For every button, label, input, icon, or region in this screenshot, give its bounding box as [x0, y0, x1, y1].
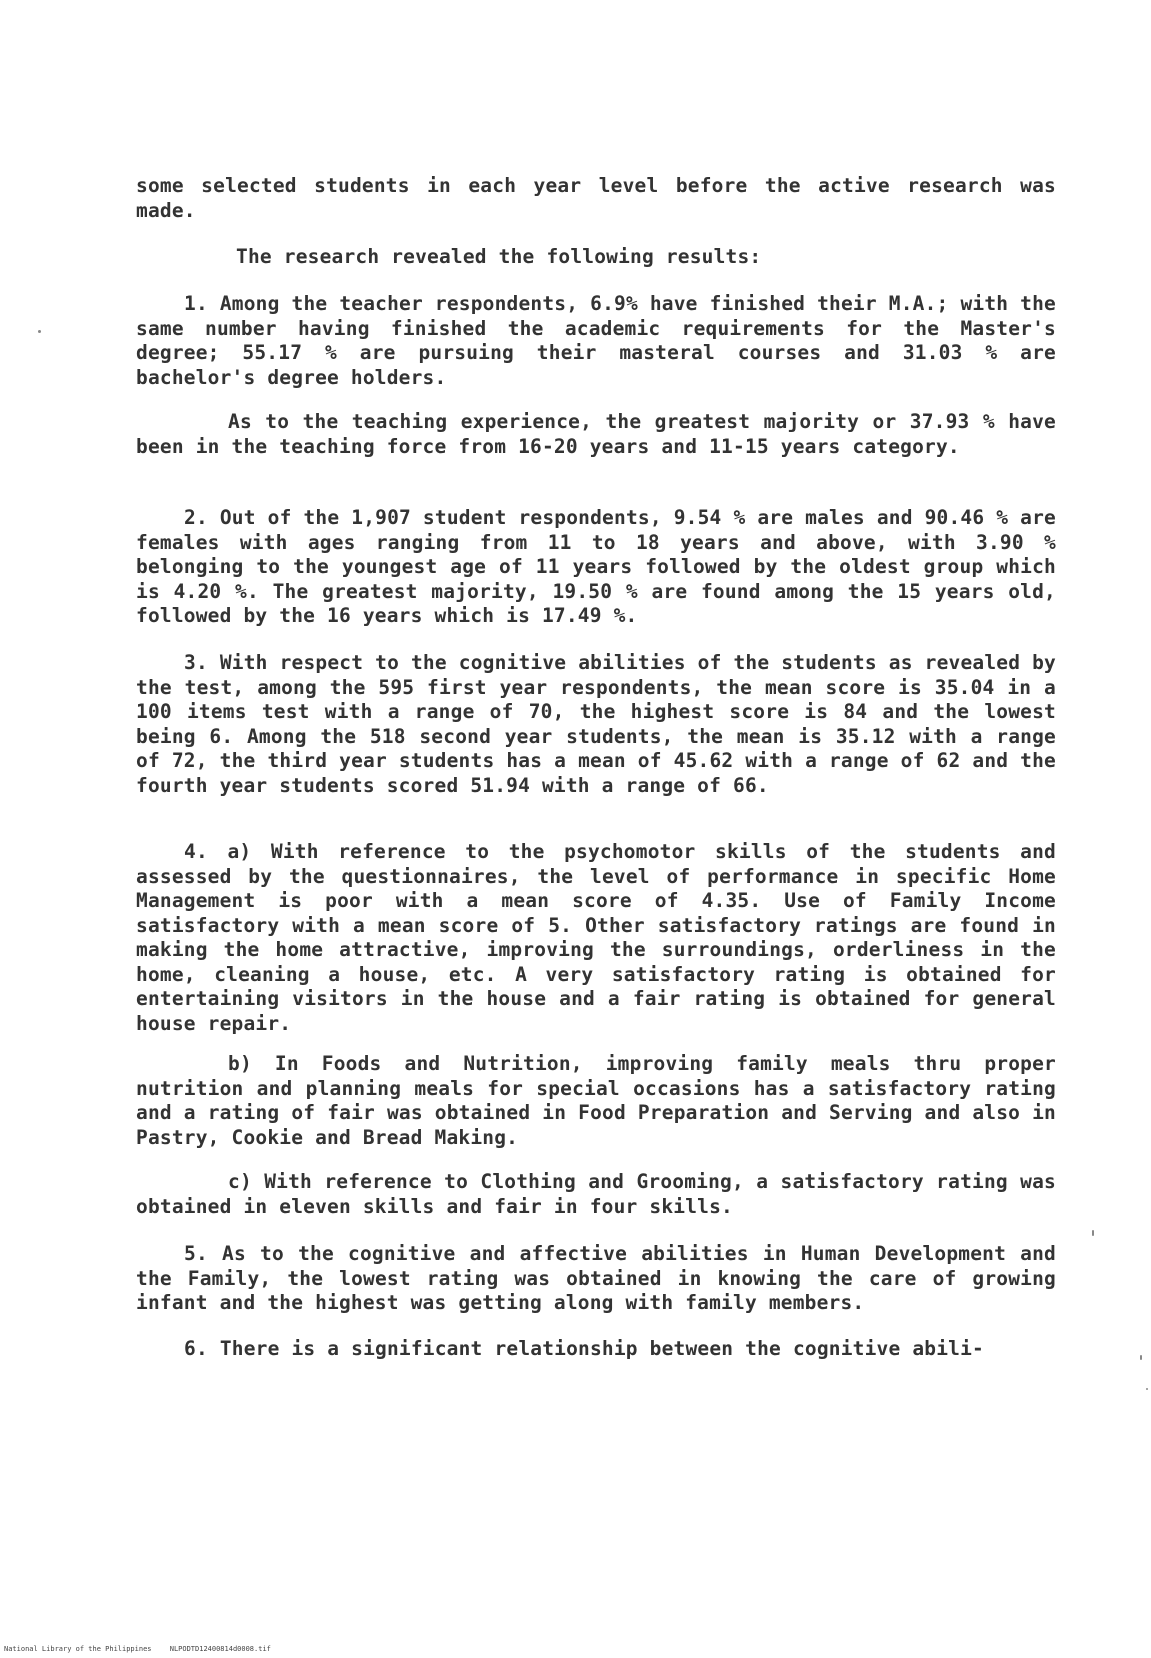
paragraph-intro-continuation: some selected students in each year level before the active research was made. — [136, 174, 1056, 222]
footer-library: National Library of the Philippines — [4, 1645, 152, 1653]
footer-file-id: NLPODTD12400814d0008.tif — [169, 1645, 271, 1653]
finding-4b-foods-nutrition: b) In Foods and Nutrition, improving family meals thru proper nutrition and planning meals for special occasions has a satisfactory rating and a rating of fair was obtained in Food Preparation and Serving and also in Pastry, Cookie and Bread Making. — [136, 1052, 1056, 1149]
finding-6-relationship: 6. There is a significant relationship between the cognitive abili- — [184, 1337, 984, 1360]
finding-5-human-development: 5. As to the cognitive and affective abilities in Human Development and the Family, the lowest rating was obtained in knowing the care of growing infant and the highest was getting along with family members. — [136, 1242, 1056, 1314]
finding-1-teacher-education: 1. Among the teacher respondents, 6.9% have finished their M.A.; with the same number having finished the academic requirements for the Master's degree; 55.17 % are pursuing their masteral courses and 31.03 % are bachelor's degree holders. — [136, 292, 1056, 389]
scan-speck — [1146, 1388, 1148, 1390]
scan-speck — [1140, 1355, 1142, 1360]
finding-2-student-respondents: 2. Out of the 1,907 student respondents, 9.54 % are males and 90.46 % are females with ages ranging from 11 to 18 years and above, with 3.90 % belonging to the youngest age of 11 years followed by the oldest group which is 4.20 %. The greatest majority, 19.50 % are found among the 15 years old, followed by the 16 years which is 17.49 %. — [136, 506, 1056, 627]
paragraph-results-heading: The research revealed the following results: — [236, 245, 762, 268]
finding-1-teaching-experience: As to the teaching experience, the greatest majority or 37.93 % have been in the teaching force from 16-20 years and 11-15 years category. — [136, 410, 1056, 458]
finding-4c-clothing-grooming: c) With reference to Clothing and Grooming, a satisfactory rating was obtained in eleven skills and fair in four skills. — [136, 1170, 1056, 1218]
scan-speck — [1092, 1230, 1094, 1236]
scan-footer — [4, 1645, 285, 1654]
scan-speck — [38, 330, 41, 333]
finding-3-cognitive-abilities: 3. With respect to the cognitive abilities of the students as revealed by the test, among the 595 first year respondents, the mean score is 35.04 in a 100 items test with a range of 70, the highest score is 84 and the lowest being 6. Among the 518 second year students, the mean is 35.12 with a range of 72, the third year students has a mean of 45.62 with a range of 62 and the fourth year students scored 51.94 with a range of 66. — [136, 651, 1056, 797]
finding-4a-home-management: 4. a) With reference to the psychomotor skills of the students and assessed by the questionnaires, the level of performance in specific Home Management is poor with a mean score of 4.35. Use of Family Income satisfactory with a mean score of 5. Other satisfactory ratings are found in making the home attractive, improving the surroundings, orderliness in the home, cleaning a house, etc. A very satisfactory rating is obtained for entertaining visitors in the house and a fair rating is obtained for general house repair. — [136, 840, 1056, 1035]
